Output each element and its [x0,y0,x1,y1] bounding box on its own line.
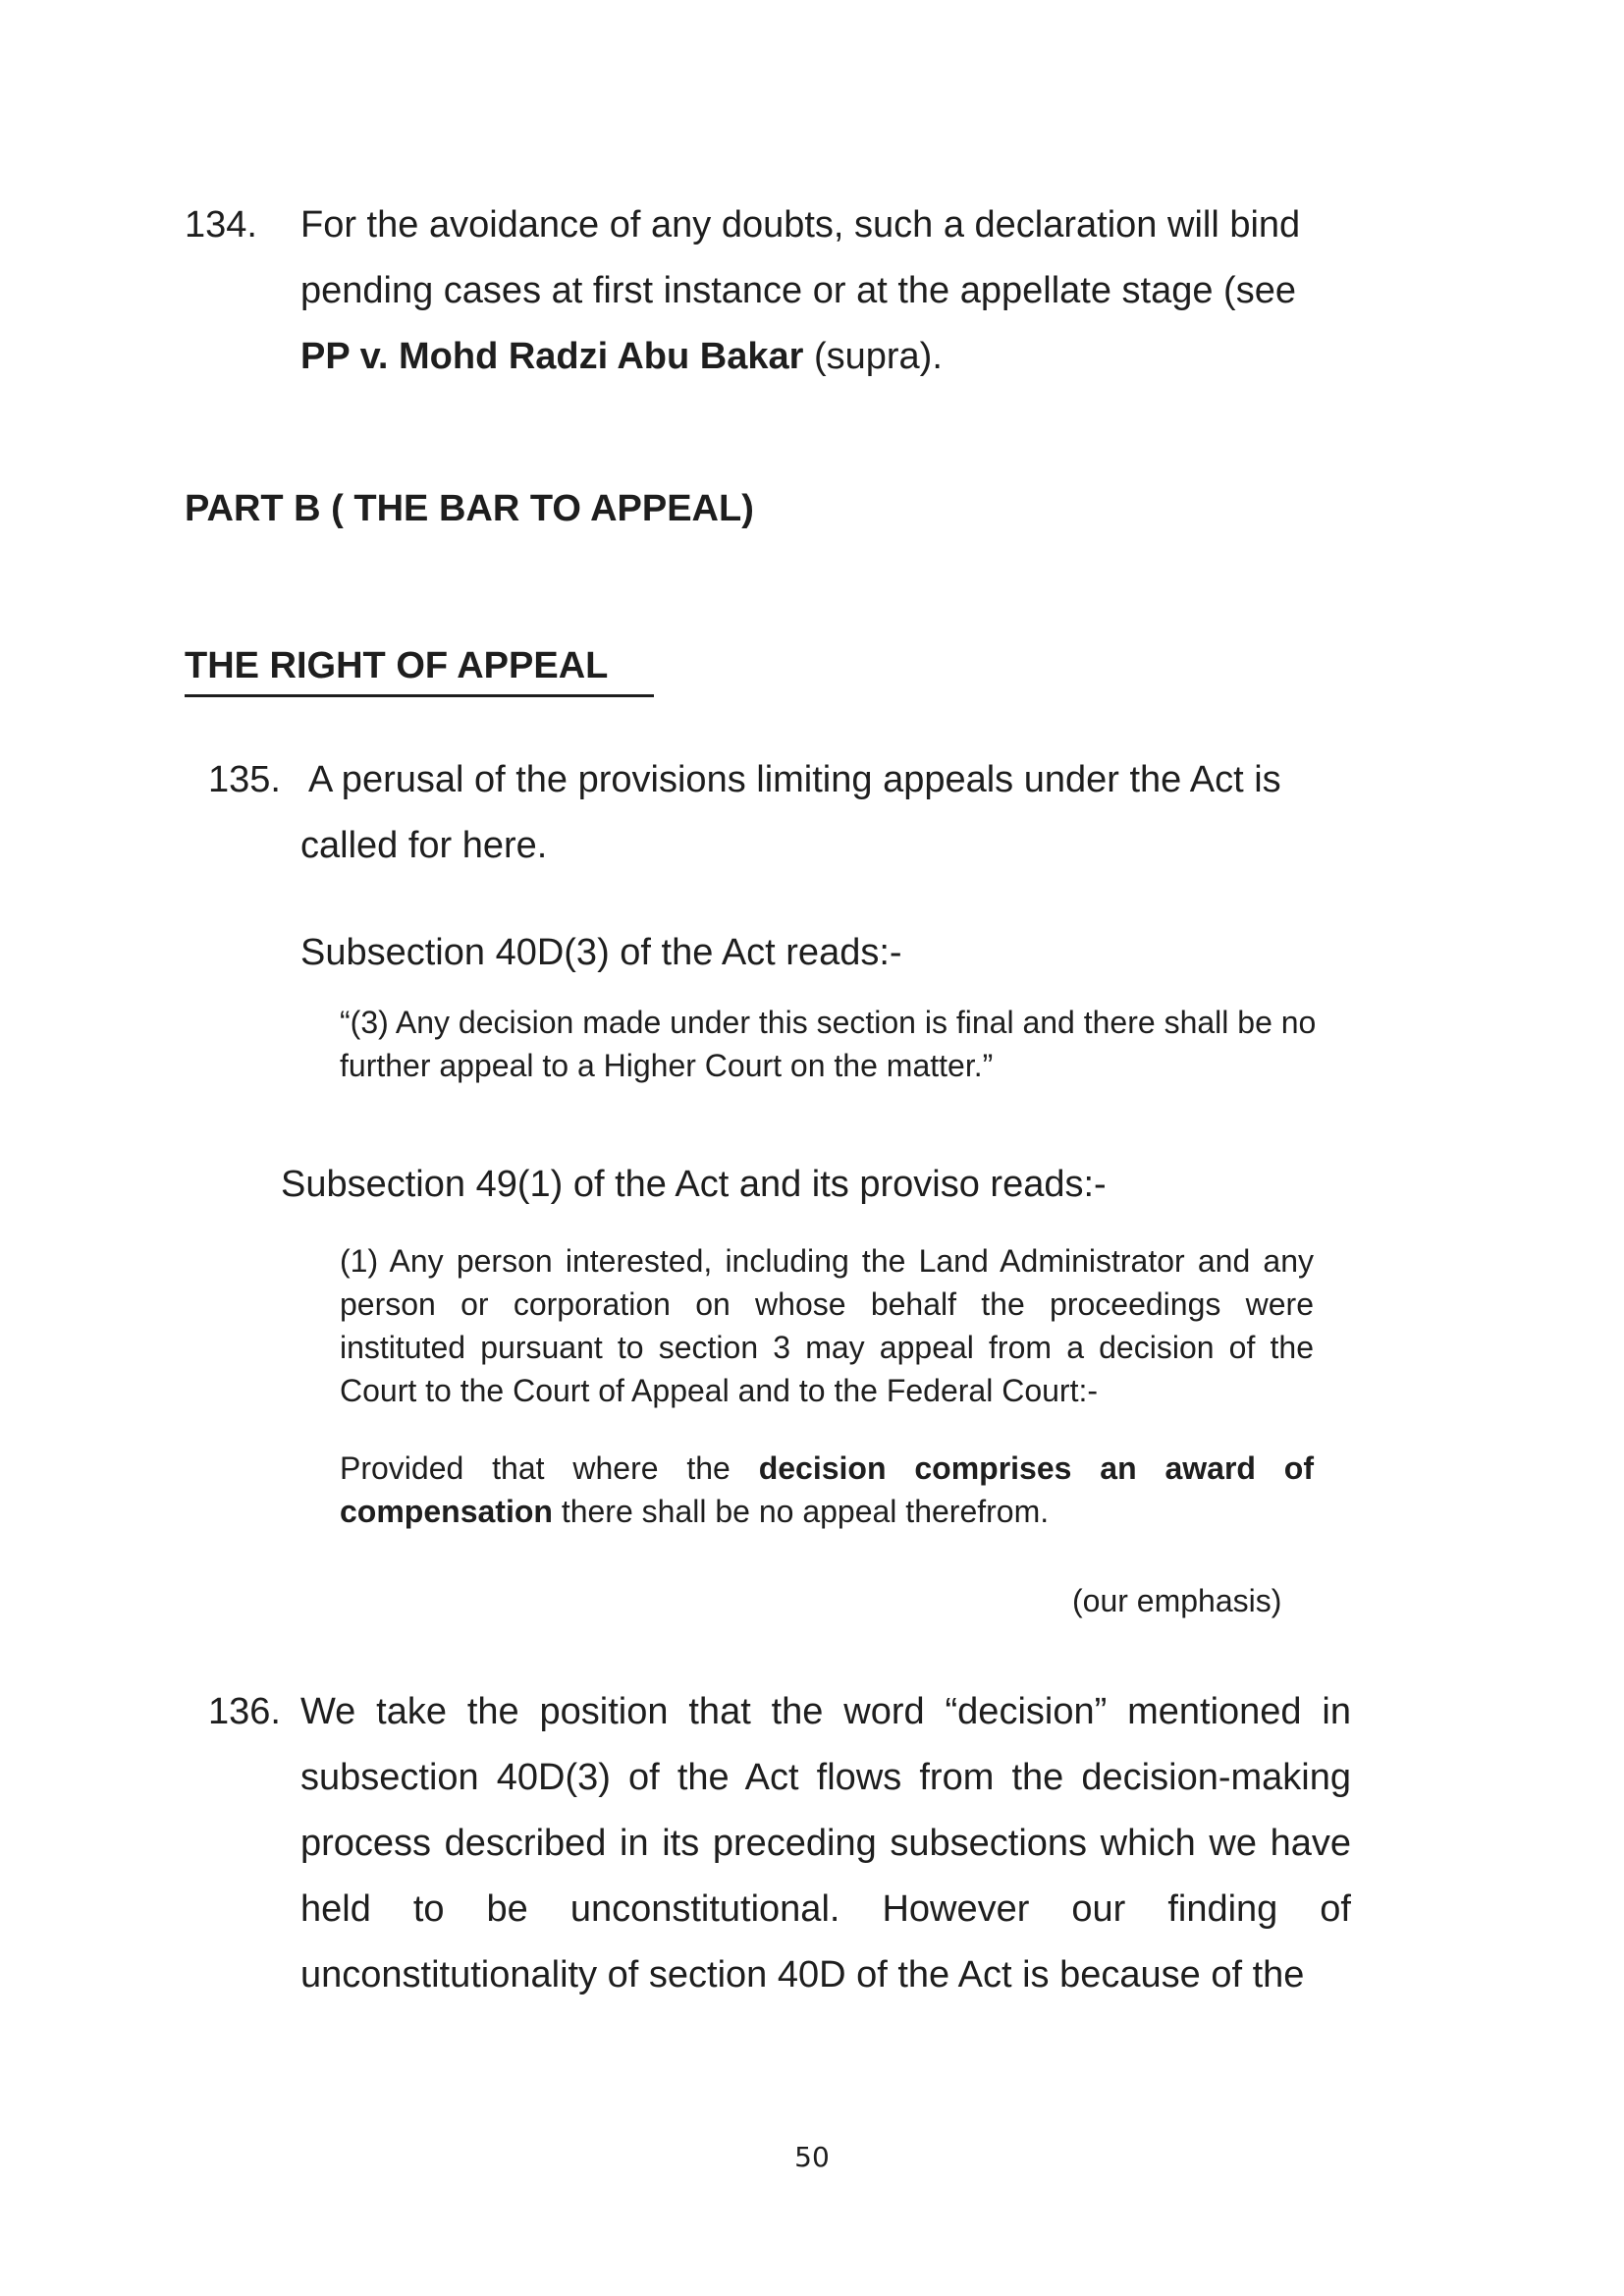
right-of-appeal-heading: THE RIGHT OF APPEAL [185,645,609,686]
paragraph-number-135: 135. [208,759,281,800]
proviso-emphasis: decision comprises an award of compensation [340,1450,1315,1529]
proviso-text-end: there shall be no appeal therefrom. [552,1494,1050,1529]
subsection-40d3-quote: “(3) Any decision made under this section is final and there shall be no further appeal to a Higher Court on the matter.” [340,1005,1317,1083]
paragraph-136: We take the position that the word “decision” mentioned in subsection 40D(3) of the Act flows from the decision-making process described in its preceding subsections which we have held to be unconstitutional. However our finding of unconstitutionality of section 40D of the Act is because of the [300,1691,1351,1995]
subsection-49-1-intro: Subsection 49(1) of the Act and its proviso reads:- [281,1164,1107,1205]
part-b-heading: PART B ( THE BAR TO APPEAL) [185,488,754,529]
subsection-49-1-proviso [340,1447,1314,1533]
paragraph-number-136: 136. [208,1691,281,1732]
paragraph-134 [300,192,1351,390]
emphasis-note: (our emphasis) [1072,1583,1282,1618]
paragraph-135: A perusal of the provisions limiting appeals under the Act is called for here. [300,759,1281,866]
proviso-text-start: Provided that where the [340,1450,759,1486]
paragraph-134-text-end: (supra). [803,336,943,377]
paragraph-134-text-start: For the avoidance of any doubts, such a declaration will bind pending cases at first instance or at the appellate stage (see [300,204,1301,311]
page-number: 50 [794,2141,830,2173]
subsection-40d3-intro: Subsection 40D(3) of the Act reads:- [300,932,902,973]
case-citation: PP v. Mohd Radzi Abu Bakar [300,336,804,377]
subsection-49-1-quote: (1) Any person interested, including the Land Administrator and any person or corporation on whose behalf the proceedings were instituted pursuant to section 3 may appeal from a decision of the Court to the Court of Appeal and to the Federal Court:- [340,1243,1314,1408]
paragraph-number-134: 134. [185,204,257,246]
